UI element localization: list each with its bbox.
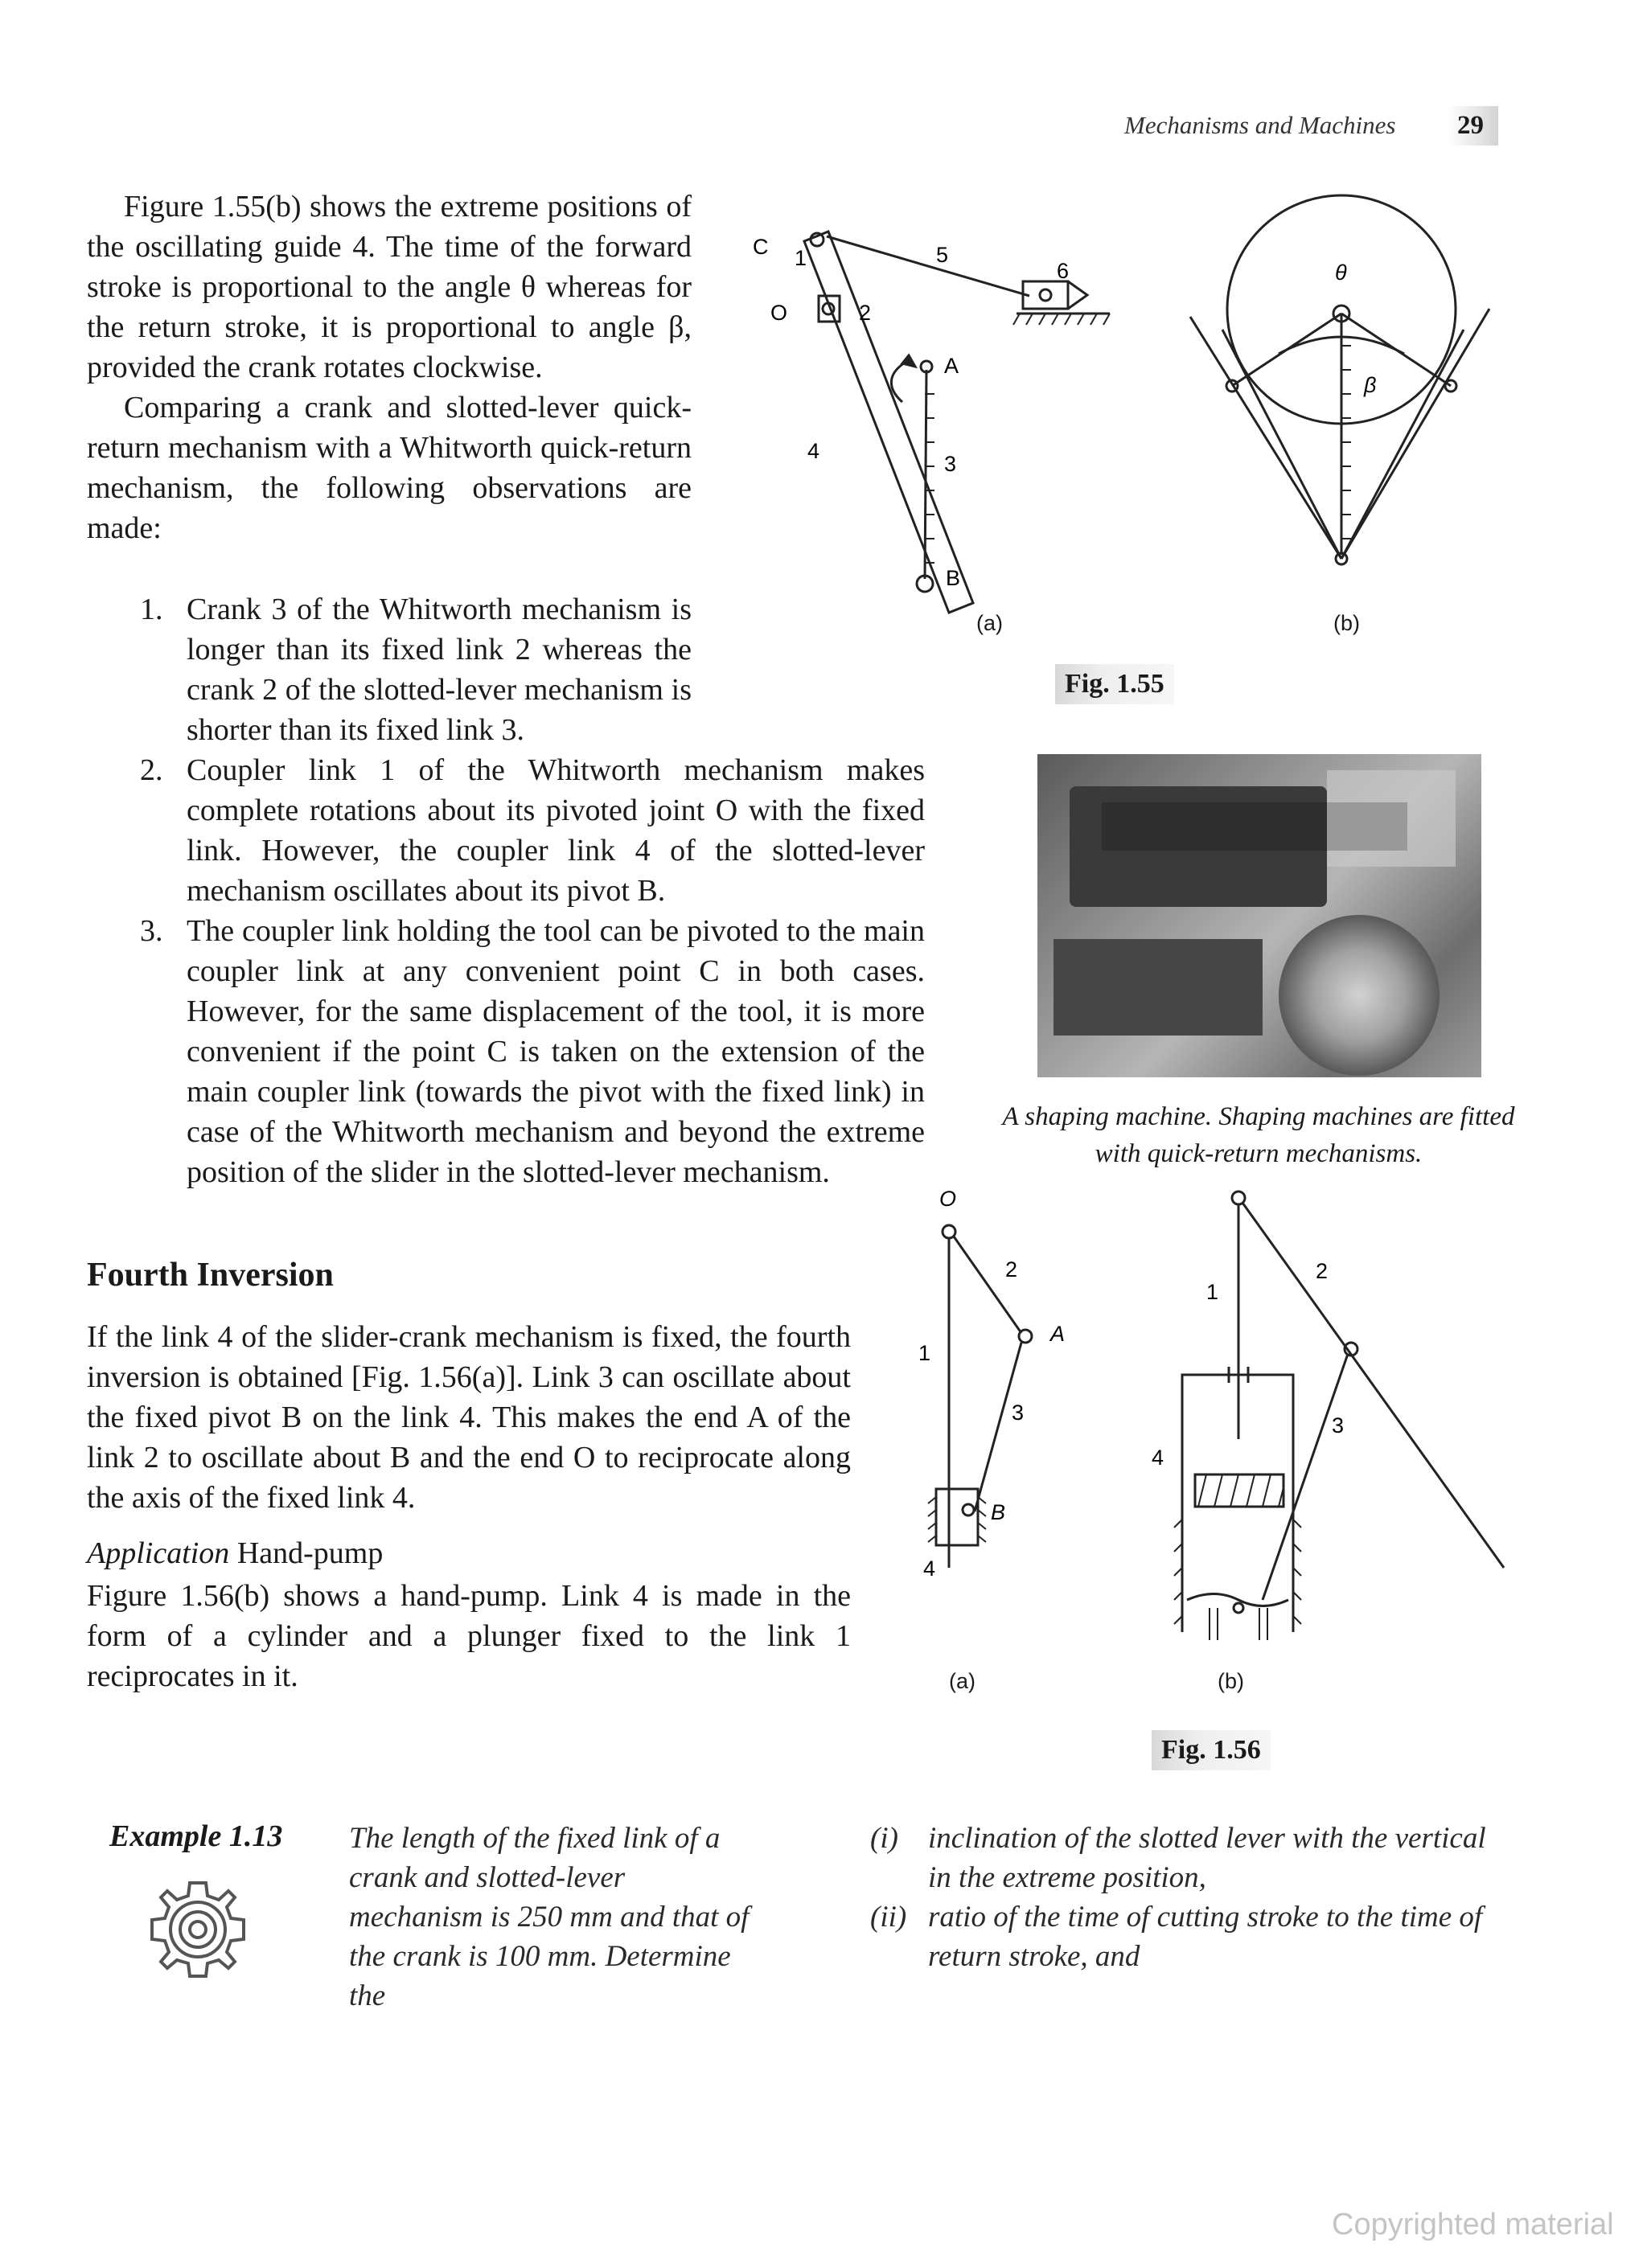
label-2: 2 — [859, 301, 872, 325]
rotation-arrow — [891, 360, 909, 402]
slider-4 — [936, 1489, 978, 1545]
fig-1-55-label: Fig. 1.55 — [1055, 664, 1174, 704]
label-1: 1 — [1206, 1280, 1219, 1304]
fig-1-55b-diagram — [1182, 185, 1504, 579]
example-part-item — [870, 1819, 1505, 1897]
link-5-line — [827, 236, 1029, 296]
slider-6-pin — [1040, 289, 1051, 301]
photo-table — [1054, 939, 1263, 1036]
copyright-watermark: Copyrighted material — [1332, 2208, 1614, 2241]
fig-1-56-sub-a: (a) — [949, 1669, 975, 1693]
joint-O — [943, 1225, 955, 1238]
label-3: 3 — [944, 452, 957, 476]
label-4: 4 — [807, 439, 820, 463]
guide-right — [1341, 330, 1464, 559]
tangent-left — [1190, 317, 1341, 559]
fig-1-55a-diagram — [724, 225, 1142, 643]
label-B: B — [946, 566, 961, 590]
slider-6 — [1023, 281, 1068, 309]
link-2-handle — [1242, 1203, 1504, 1568]
observations-list — [87, 589, 925, 1192]
label-C: C — [753, 235, 769, 259]
fig-1-56a-diagram — [901, 1182, 1102, 1616]
example-part-number: (ii) — [870, 1901, 907, 1934]
fig-1-56-label: Fig. 1.56 — [1152, 1730, 1271, 1770]
arrow-head — [902, 355, 915, 367]
tangent-right — [1341, 309, 1489, 559]
link-3 — [975, 1343, 1021, 1511]
list-number: 1. — [140, 593, 163, 626]
observations-list-block — [87, 589, 925, 1192]
fig-1-55-sub-b: (b) — [1333, 611, 1360, 635]
list-item — [87, 750, 925, 911]
intro-block — [87, 187, 692, 548]
list-text: Coupler link 1 of the Whitworth mechanism makes complete rotations about its pivoted joint O with the fixed link. However, the coupler link 4 of the slotted-lever mechanism oscillates about its pivot B. — [187, 753, 925, 908]
fig-1-56b-diagram — [1142, 1182, 1520, 1664]
link-2 — [954, 1237, 1021, 1333]
joint-A — [1019, 1330, 1032, 1343]
label-A: A — [944, 354, 959, 378]
intro-paragraph-2: Comparing a crank and slotted-lever quick-return mechanism with a Whitworth quick-return mechanism, the following observations are made: — [87, 391, 692, 545]
running-title: Mechanisms and Machines — [1124, 111, 1396, 139]
application-body: Figure 1.56(b) shows a hand-pump. Link 4 is made in the form of a cylinder and a plunger fixed to the link 1 reciprocates in it. — [87, 1579, 851, 1693]
valve — [1234, 1603, 1243, 1613]
example-part-text: inclination of the slotted lever with the vertical in the extreme position, — [928, 1822, 1486, 1894]
fig-1-55-sub-a: (a) — [976, 611, 1003, 635]
label-B: B — [991, 1500, 1006, 1524]
list-text: The coupler link holding the tool can be pivoted to the main coupler link at any convenient point C in both cases. However, for the same displacement of the tool, it is more convenient if the point C is taken on the extension of the main coupler link (towards the pivot with the fixed link) in case of the Whitworth mechanism and beyond the extreme position of the slider in the slotted-lever mechanism. — [187, 914, 925, 1189]
label-beta: β — [1364, 373, 1377, 397]
list-text: Crank 3 of the Whitworth mechanism is longer than its fixed link 2 whereas the crank 2 of the slotted-lever mechanism is shorter than its fixed link 3. — [187, 593, 692, 747]
application-heading — [87, 1536, 383, 1571]
label-3: 3 — [1332, 1413, 1345, 1437]
label-5: 5 — [936, 243, 949, 267]
link-3-crank — [925, 370, 926, 579]
intro-paragraph-1: Figure 1.55(b) shows the extreme positions of the oscillating guide 4. The time of the forward stroke is proportional to the angle θ whereas for the return stroke, it is proportional to angle β, provided the crank rotates clockwise. — [87, 190, 692, 384]
label-3: 3 — [1012, 1401, 1025, 1425]
example-part-number: (i) — [870, 1822, 898, 1855]
label-O: O — [770, 301, 788, 325]
application-title: Hand-pump — [236, 1536, 384, 1570]
example-parts — [870, 1819, 1505, 1976]
gear-icon — [142, 1873, 254, 1986]
label-A: A — [1050, 1322, 1066, 1346]
shaping-machine-photo — [1037, 754, 1481, 1077]
fig-1-56-sub-b: (b) — [1218, 1669, 1244, 1693]
section-heading: Fourth Inversion — [87, 1257, 334, 1294]
label-4: 4 — [923, 1556, 936, 1581]
example-part-text: ratio of the time of cutting stroke to the time of return stroke, and — [928, 1901, 1483, 1973]
photo-highlight — [1327, 770, 1456, 867]
list-number: 3. — [140, 914, 163, 948]
photo-caption: A shaping machine. Shaping machines are fitted with quick-return mechanisms. — [1002, 1102, 1515, 1168]
label-theta: θ — [1335, 260, 1347, 285]
page-number: 29 — [1448, 106, 1498, 146]
list-item — [87, 911, 925, 1192]
list-item — [87, 589, 692, 750]
list-number: 2. — [140, 753, 163, 787]
example-label: Example 1.13 — [109, 1819, 283, 1853]
example-part-item — [870, 1897, 1505, 1976]
example-parts-list — [870, 1819, 1505, 1976]
label-6: 6 — [1057, 259, 1070, 283]
label-O: O — [939, 1187, 957, 1211]
label-4: 4 — [1152, 1446, 1164, 1470]
photo-wheel — [1279, 915, 1440, 1076]
label-2: 2 — [1005, 1257, 1018, 1282]
guide-left — [1222, 330, 1341, 559]
link-4-slotted-lever — [804, 232, 973, 613]
label-2: 2 — [1316, 1259, 1329, 1283]
section-body: If the link 4 of the slider-crank mechanism is fixed, the fourth inversion is obtained [Fig. 1.56(a)]. Link 3 can oscillate about the fixed pivot B on the link 4. This makes the end A of the link 2 to oscillate about B and the end O to reciprocate along the axis of the fixed link 4. — [87, 1320, 851, 1515]
label-1: 1 — [795, 246, 807, 270]
application-label: Application — [87, 1536, 230, 1570]
example-text: The length of the fixed link of a crank and slotted-lever mechanism is 250 mm and that of the crank is 100 mm. Determine the — [349, 1822, 750, 2012]
tool-tip — [1068, 281, 1087, 309]
label-1: 1 — [918, 1341, 931, 1365]
link-3 — [1263, 1354, 1348, 1600]
pivot-B — [963, 1504, 974, 1515]
